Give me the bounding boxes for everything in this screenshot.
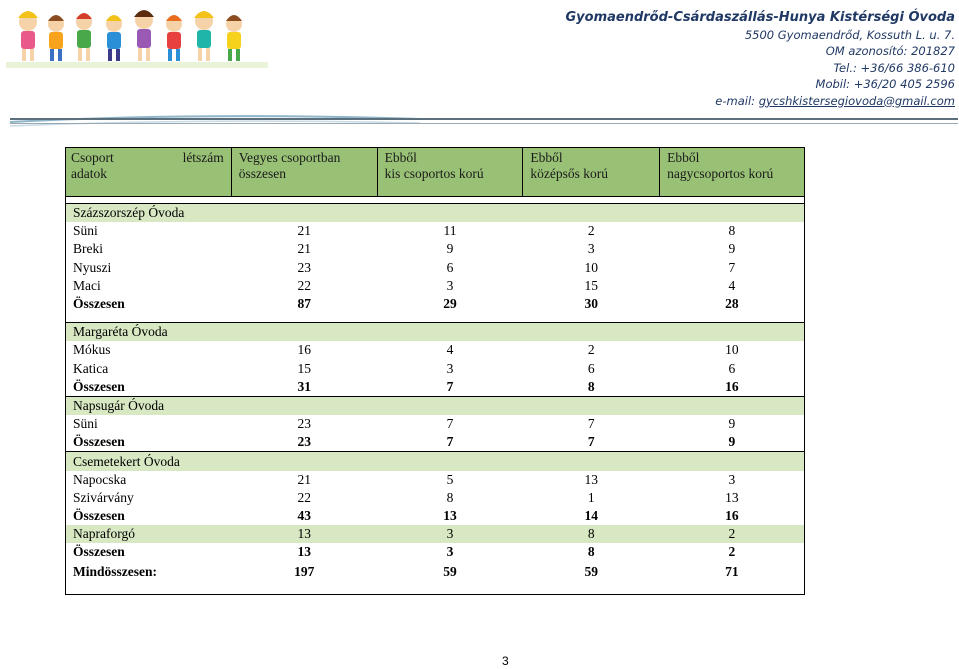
large-group-value: 13: [660, 489, 805, 507]
small-group-value: 7: [446, 434, 454, 450]
table-row: [66, 415, 805, 433]
table-row: [66, 222, 805, 240]
large-group-value: 16: [660, 378, 805, 397]
mixed-total-value: 23: [297, 416, 311, 432]
row-gap: [66, 313, 805, 323]
section-title: Százszorszép Óvoda: [66, 204, 805, 223]
group-name: Összesen: [66, 433, 232, 452]
table-row: [66, 471, 805, 489]
header-middle-group: Ebből középsős korú: [523, 148, 660, 197]
small-group-value: 8: [446, 489, 454, 505]
group-name: Összesen: [66, 295, 232, 313]
small-group-value: 3: [446, 360, 454, 376]
small-group-value: 7: [446, 416, 454, 432]
large-group-value: 3: [660, 471, 805, 489]
page-number: 3: [502, 654, 509, 668]
header-divider: [10, 118, 958, 120]
group-name: Mókus: [66, 341, 232, 359]
middle-group-value: 8: [587, 544, 595, 560]
mixed-total-value: 43: [297, 508, 311, 524]
group-name: Breki: [66, 240, 232, 258]
mobile: Mobil: +36/20 405 2596: [815, 77, 955, 91]
group-name: Szivárvány: [66, 489, 232, 507]
section-row: [66, 204, 805, 223]
middle-group-value: 10: [584, 259, 598, 275]
group-name: Nyuszi: [66, 259, 232, 277]
group-name: Összesen: [66, 507, 232, 525]
large-group-value: 9: [660, 415, 805, 433]
middle-group-value: 2: [587, 342, 595, 358]
mixed-total-value: 21: [297, 241, 311, 257]
total-row: [66, 378, 805, 397]
phone: Tel.: +36/66 386-610: [833, 60, 955, 75]
section-row: [66, 323, 805, 342]
header-gap: [66, 197, 805, 204]
email-line: [566, 93, 956, 110]
large-group-value: 71: [660, 562, 805, 595]
table-row: [66, 341, 805, 359]
middle-group-value: 13: [584, 471, 598, 487]
grand-total-row: [66, 562, 805, 595]
large-group-value: 10: [660, 341, 805, 359]
mixed-total-value: 21: [297, 223, 311, 239]
table-row: [66, 360, 805, 378]
small-group-value: 9: [446, 241, 454, 257]
mixed-total-value: 197: [231, 562, 377, 595]
email-link[interactable]: gycshkistersegiovoda@gmail.com: [758, 93, 955, 108]
header-swoosh-decoration: [0, 110, 420, 130]
total-row: [66, 295, 805, 313]
small-group-value: 3: [446, 544, 454, 560]
section-title: Napsugár Óvoda: [66, 396, 805, 415]
mixed-total-value: 13: [297, 544, 311, 560]
table-row: [66, 489, 805, 507]
group-name: Napraforgó: [66, 525, 232, 543]
total-row: [66, 507, 805, 525]
group-name: Mindösszesen:: [66, 562, 232, 595]
group-name: Összesen: [66, 543, 232, 561]
org-name: Gyomaendrőd-Csárdaszállás-Hunya Kistérségi Óvoda: [565, 10, 955, 25]
mixed-total-value: 87: [297, 296, 311, 312]
mixed-total-value: 22: [297, 489, 311, 505]
table-header-row: [66, 148, 805, 197]
group-name: Napocska: [66, 471, 232, 489]
group-name: Maci: [66, 277, 232, 295]
header-contact: [566, 10, 956, 109]
middle-group-value: 14: [584, 508, 598, 524]
large-group-value: 6: [660, 360, 805, 378]
table-row: [66, 277, 805, 295]
section-row: [66, 396, 805, 415]
middle-group-value: 8: [523, 525, 660, 543]
middle-group-value: 30: [584, 296, 598, 312]
group-name: Összesen: [66, 378, 232, 397]
large-group-value: 2: [660, 543, 805, 561]
group-name: Katica: [66, 360, 232, 378]
kids-logo-image: [6, 4, 268, 68]
header-group-data: Csoport létszám adatok: [66, 148, 232, 197]
mixed-total-value: 23: [297, 434, 311, 450]
middle-group-value: 7: [587, 434, 595, 450]
small-group-value: 3: [446, 277, 454, 293]
group-name: Süni: [66, 415, 232, 433]
mixed-total-value: 13: [231, 525, 377, 543]
large-group-value: 9: [660, 433, 805, 452]
large-group-value: 4: [660, 277, 805, 295]
header-divider-thin: [10, 123, 958, 124]
middle-group-value: 3: [587, 241, 595, 257]
om-id: OM azonosító: 201827: [825, 44, 955, 58]
mixed-total-value: 15: [297, 360, 311, 376]
mixed-total-value: 16: [297, 342, 311, 358]
table-row: [66, 259, 805, 277]
middle-group-value: 2: [587, 223, 595, 239]
address: 5500 Gyomaendrőd, Kossuth L. u. 7.: [744, 27, 955, 42]
large-group-value: 7: [660, 259, 805, 277]
header-mixed-total: Vegyes csoportban összesen: [231, 148, 377, 197]
small-group-value: 13: [443, 508, 457, 524]
table-row: [66, 240, 805, 258]
large-group-value: 28: [660, 295, 805, 313]
middle-group-value: 8: [587, 378, 595, 394]
small-group-value: 7: [446, 378, 454, 394]
mixed-total-value: 22: [297, 277, 311, 293]
section-title: Margaréta Óvoda: [66, 323, 805, 342]
total-row: [66, 433, 805, 452]
middle-group-value: 7: [587, 416, 595, 432]
small-group-value: 59: [377, 562, 523, 595]
large-group-value: 16: [660, 507, 805, 525]
large-group-value: 9: [660, 240, 805, 258]
group-name: Süni: [66, 222, 232, 240]
large-group-value: 8: [660, 222, 805, 240]
mixed-total-value: 21: [297, 471, 311, 487]
header-large-group: Ebből nagycsoportos korú: [660, 148, 805, 197]
small-group-value: 6: [446, 259, 454, 275]
middle-group-value: 6: [587, 360, 595, 376]
total-row: [66, 543, 805, 561]
table-row: [66, 525, 805, 543]
large-group-value: 2: [660, 525, 805, 543]
group-headcount-table: [65, 147, 805, 595]
middle-group-value: 15: [584, 277, 598, 293]
middle-group-value: 1: [587, 489, 595, 505]
email-label: e-mail:: [715, 93, 759, 108]
table-body: [66, 204, 805, 595]
mixed-total-value: 31: [297, 378, 311, 394]
small-group-value: 4: [446, 342, 454, 358]
small-group-value: 29: [443, 296, 457, 312]
header-small-group: Ebből kis csoportos korú: [377, 148, 523, 197]
small-group-value: 3: [377, 525, 523, 543]
section-row: [66, 452, 805, 471]
middle-group-value: 59: [523, 562, 660, 595]
mixed-total-value: 23: [297, 259, 311, 275]
small-group-value: 5: [446, 471, 454, 487]
small-group-value: 11: [443, 223, 457, 239]
section-title: Csemetekert Óvoda: [66, 452, 805, 471]
